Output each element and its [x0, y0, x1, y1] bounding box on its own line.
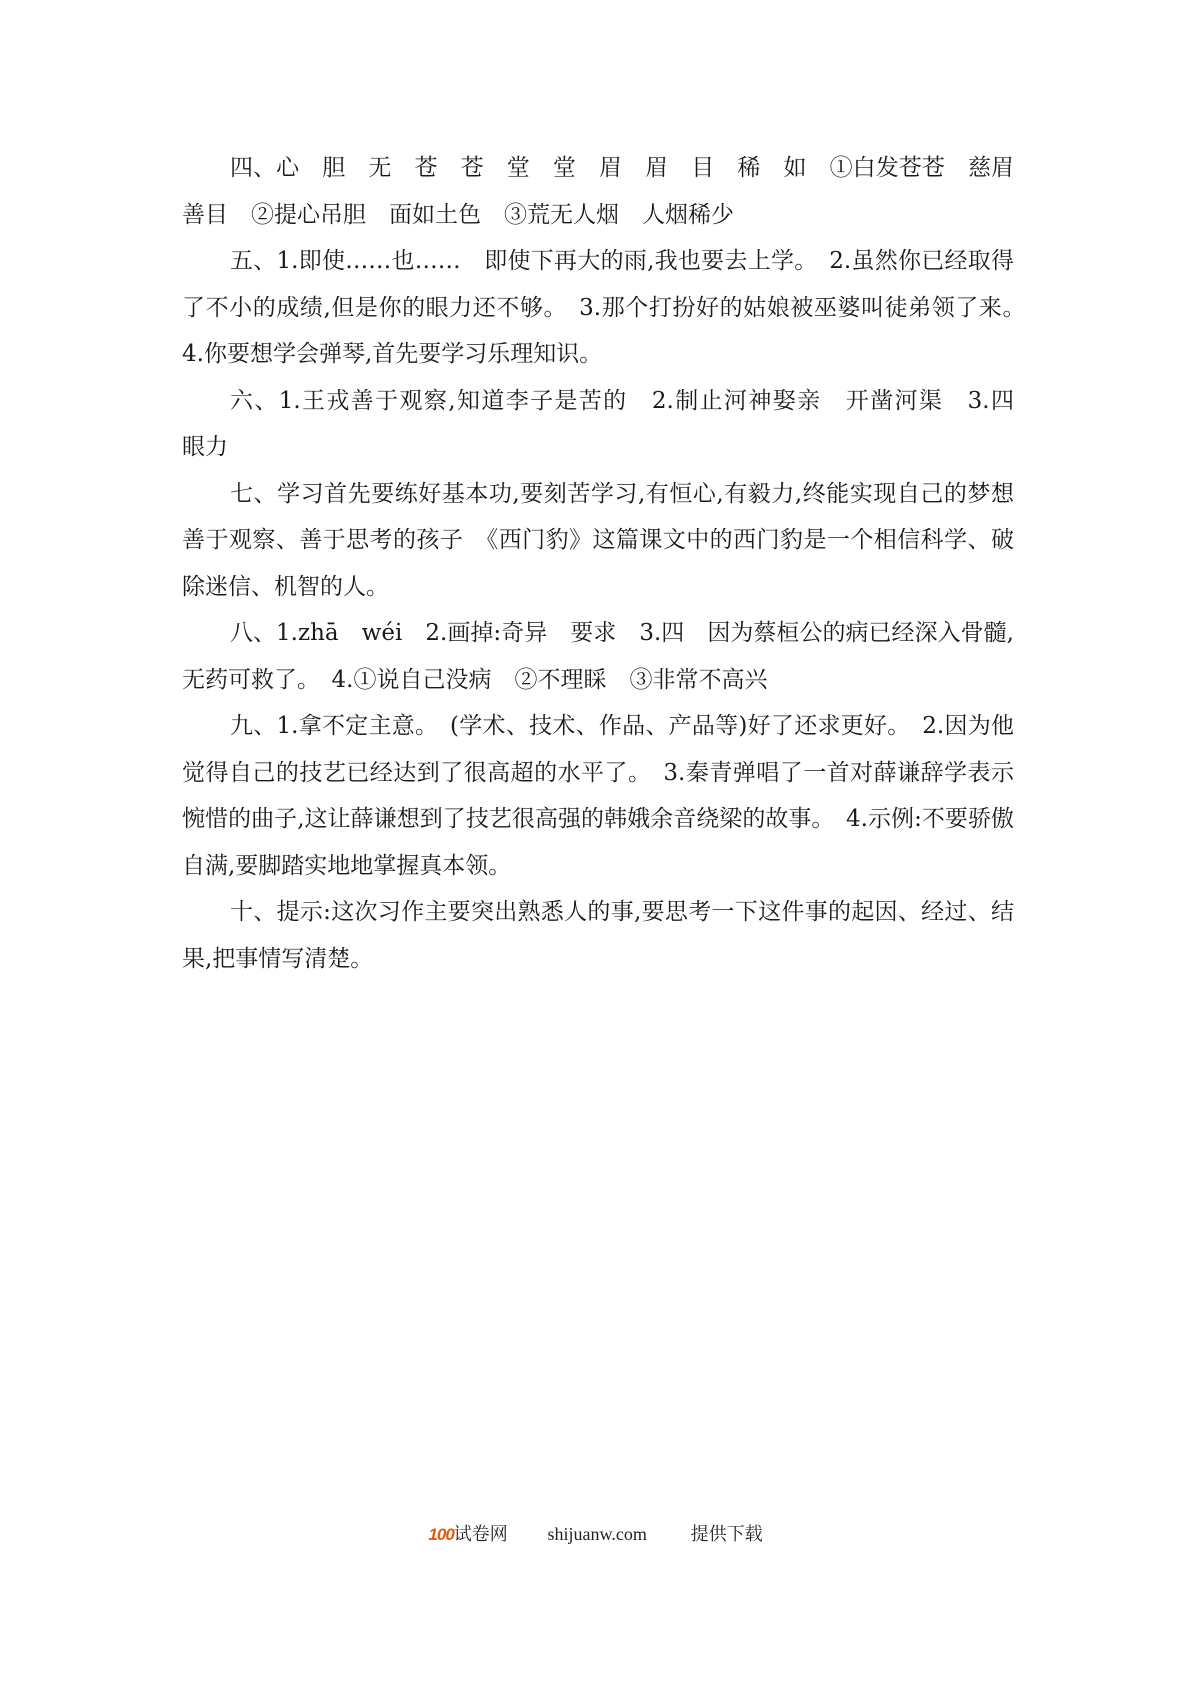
site-logo-text: 试卷网 [453, 1524, 508, 1545]
site-url: shijuanw.com [547, 1524, 647, 1544]
answer-section-9: 九、1.拿不定主意。 (学术、技术、作品、产品等)好了还求更好。 2.因为他觉得自己的技艺已经达到了很高超的水平了。 3.秦青弹唱了一首对薛谦辞学表示惋惜的曲子,这让薛谦想到了技艺很高强的韩娥余音绕梁的故事。 4.示例:不要骄傲自满,要脚踏实地地掌握真本领。 [182, 713, 1014, 879]
page-footer [0, 1520, 1191, 1546]
answer-section-10: 十、提示:这次习作主要突出熟悉人的事,要思考一下这件事的起因、经过、结果,把事情写清楚。 [182, 899, 1014, 972]
answer-section-6: 六、1.王戎善于观察,知道李子是苦的 2.制止河神娶亲 开凿河渠 3.四 眼力 [182, 387, 1037, 460]
answer-section-4: 四、心 胆 无 苍 苍 堂 堂 眉 眉 目 稀 如 ①白发苍苍 慈眉善目 ②提心吊胆 面如土色 ③荒无人烟 人烟稀少 [182, 155, 1014, 228]
answer-key-body [182, 145, 1037, 982]
site-logo-number: 100 [428, 1525, 454, 1544]
answer-section-8: 八、1.zhā wéi 2.画掉:奇异 要求 3.四 因为蔡桓公的病已经深入骨髓,无药可救了。 4.①说自己没病 ②不理睬 ③非常不高兴 [182, 620, 1014, 693]
answer-section-7: 七、学习首先要练好基本功,要刻苦学习,有恒心,有毅力,终能实现自己的梦想 善于观察、善于思考的孩子 《西门豹》这篇课文中的西门豹是一个相信科学、破除迷信、机智的人。 [182, 480, 1037, 600]
answer-section-5: 五、1.即使……也…… 即使下再大的雨,我也要去上学。 2.虽然你已经取得了不小的成绩,但是你的眼力还不够。 3.那个打扮好的姑娘被巫婆叫徒弟领了来。 4.你要想学会弹琴,首先要学习乐理知识。 [182, 248, 1037, 367]
download-note: 提供下载 [690, 1524, 763, 1545]
